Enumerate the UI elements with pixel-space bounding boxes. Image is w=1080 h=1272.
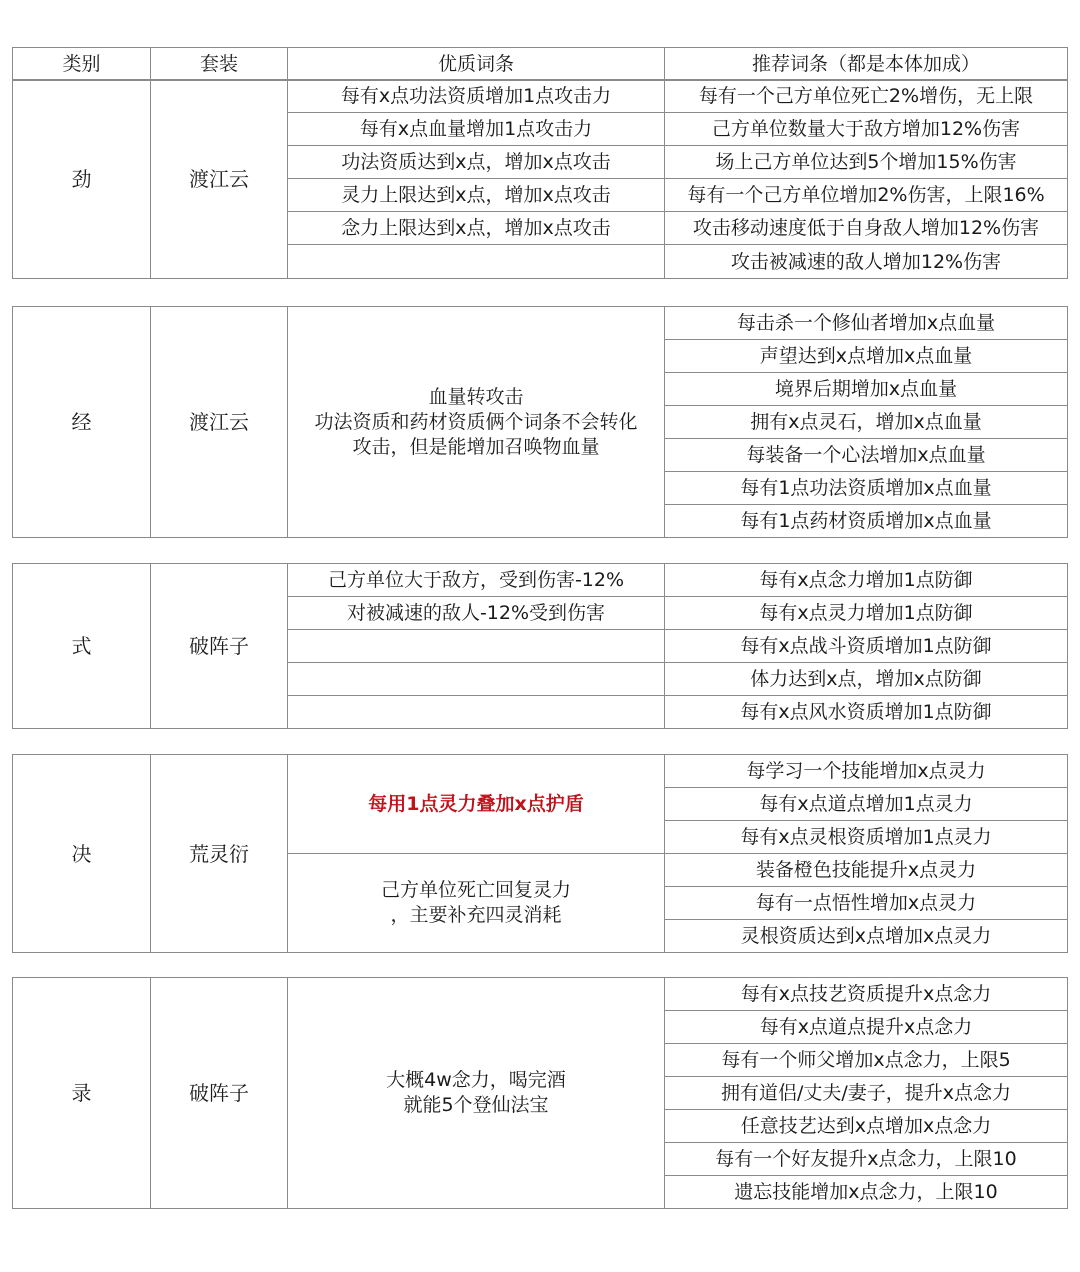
quality-line: ，主要补充四灵消耗 [390, 904, 562, 926]
recommend-cell: 每有x点灵力增加1点防御 [665, 597, 1068, 630]
recommend-cell: 装备橙色技能提升x点灵力 [665, 854, 1068, 887]
table-row [13, 755, 1068, 788]
quality-cell [288, 630, 665, 663]
quality-cell: 功法资质达到x点，增加x点攻击 [288, 146, 665, 179]
quality-cell [288, 696, 665, 729]
recommend-cell: 每装备一个心法增加x点血量 [665, 439, 1068, 472]
recommend-cell: 每有一点悟性增加x点灵力 [665, 887, 1068, 920]
recommend-cell: 每有1点药材资质增加x点血量 [665, 505, 1068, 538]
block-shi [12, 563, 1068, 729]
recommend-cell: 每有一个己方单位死亡2%增伤，无上限 [665, 80, 1068, 113]
recommend-cell: 场上己方单位达到5个增加15%伤害 [665, 146, 1068, 179]
set-cell: 渡江云 [151, 80, 288, 279]
set-cell: 破阵子 [151, 564, 288, 729]
quality-line: 血量转攻击 [428, 385, 524, 408]
recommend-cell: 每有x点念力增加1点防御 [665, 564, 1068, 597]
recommend-cell: 每有一个己方单位增加2%伤害，上限16% [665, 179, 1068, 212]
quality-cell: 己方单位大于敌方，受到伤害-12% [288, 564, 665, 597]
category-cell: 式 [13, 564, 151, 729]
header-quality: 优质词条 [288, 48, 665, 81]
block-lu [12, 977, 1068, 1209]
quality-line: 攻击，但是能增加召唤物血量 [352, 435, 600, 458]
header-category: 类别 [13, 48, 151, 81]
recommend-cell: 每有x点风水资质增加1点防御 [665, 696, 1068, 729]
quality-cell: 念力上限达到x点，增加x点攻击 [288, 212, 665, 245]
recommend-cell: 每有x点技艺资质提升x点念力 [665, 978, 1068, 1011]
recommend-cell: 每有一个师父增加x点念力，上限5 [665, 1044, 1068, 1077]
quality-cell [288, 245, 665, 279]
quality-cell: 对被减速的敌人-12%受到伤害 [288, 597, 665, 630]
header-table [12, 47, 1068, 81]
quality-cell: 每有x点血量增加1点攻击力 [288, 113, 665, 146]
recommend-cell: 每有x点道点提升x点念力 [665, 1011, 1068, 1044]
block-jing [12, 306, 1068, 538]
block-jue [12, 754, 1068, 953]
set-cell: 渡江云 [151, 307, 288, 538]
recommend-cell: 每有一个好友提升x点念力，上限10 [665, 1143, 1068, 1176]
recommend-cell: 境界后期增加x点血量 [665, 373, 1068, 406]
recommend-cell: 体力达到x点，增加x点防御 [665, 663, 1068, 696]
table-row [13, 80, 1068, 113]
recommend-cell: 每有1点功法资质增加x点血量 [665, 472, 1068, 505]
quality-merged-cell [288, 854, 665, 953]
header-row [13, 48, 1068, 81]
recommend-cell: 每有x点道点增加1点灵力 [665, 788, 1068, 821]
quality-merged-cell [288, 307, 665, 538]
quality-line: 己方单位死亡回复灵力 [380, 879, 571, 901]
quality-line: 就能5个登仙法宝 [403, 1094, 549, 1116]
header-recommend: 推荐词条（都是本体加成） [665, 48, 1068, 81]
header-set: 套装 [151, 48, 288, 81]
table-row [13, 978, 1068, 1011]
category-cell: 劲 [13, 80, 151, 279]
category-cell: 经 [13, 307, 151, 538]
recommend-cell: 己方单位数量大于敌方增加12%伤害 [665, 113, 1068, 146]
recommend-cell: 任意技艺达到x点增加x点念力 [665, 1110, 1068, 1143]
quality-highlight-cell: 每用1点灵力叠加x点护盾 [288, 755, 665, 854]
quality-cell: 灵力上限达到x点，增加x点攻击 [288, 179, 665, 212]
quality-line: 大概4w念力，喝完酒 [386, 1069, 566, 1091]
recommend-cell: 遗忘技能增加x点念力，上限10 [665, 1176, 1068, 1209]
block-jin [12, 79, 1068, 279]
set-cell: 破阵子 [151, 978, 288, 1209]
category-cell: 决 [13, 755, 151, 953]
recommend-cell: 拥有道侣/丈夫/妻子，提升x点念力 [665, 1077, 1068, 1110]
quality-merged-cell [288, 978, 665, 1209]
set-cell: 荒灵衍 [151, 755, 288, 953]
recommend-cell: 每有x点战斗资质增加1点防御 [665, 630, 1068, 663]
category-cell: 录 [13, 978, 151, 1209]
quality-cell [288, 663, 665, 696]
recommend-cell: 攻击被减速的敌人增加12%伤害 [665, 245, 1068, 279]
recommend-cell: 灵根资质达到x点增加x点灵力 [665, 920, 1068, 953]
recommend-cell: 攻击移动速度低于自身敌人增加12%伤害 [665, 212, 1068, 245]
recommend-cell: 每击杀一个修仙者增加x点血量 [665, 307, 1068, 340]
quality-cell: 每有x点功法资质增加1点攻击力 [288, 80, 665, 113]
quality-line: 功法资质和药材资质俩个词条不会转化 [314, 410, 638, 433]
recommend-cell: 声望达到x点增加x点血量 [665, 340, 1068, 373]
recommend-cell: 每有x点灵根资质增加1点灵力 [665, 821, 1068, 854]
recommend-cell: 拥有x点灵石，增加x点血量 [665, 406, 1068, 439]
table-row [13, 564, 1068, 597]
recommend-cell: 每学习一个技能增加x点灵力 [665, 755, 1068, 788]
table-row [13, 307, 1068, 340]
